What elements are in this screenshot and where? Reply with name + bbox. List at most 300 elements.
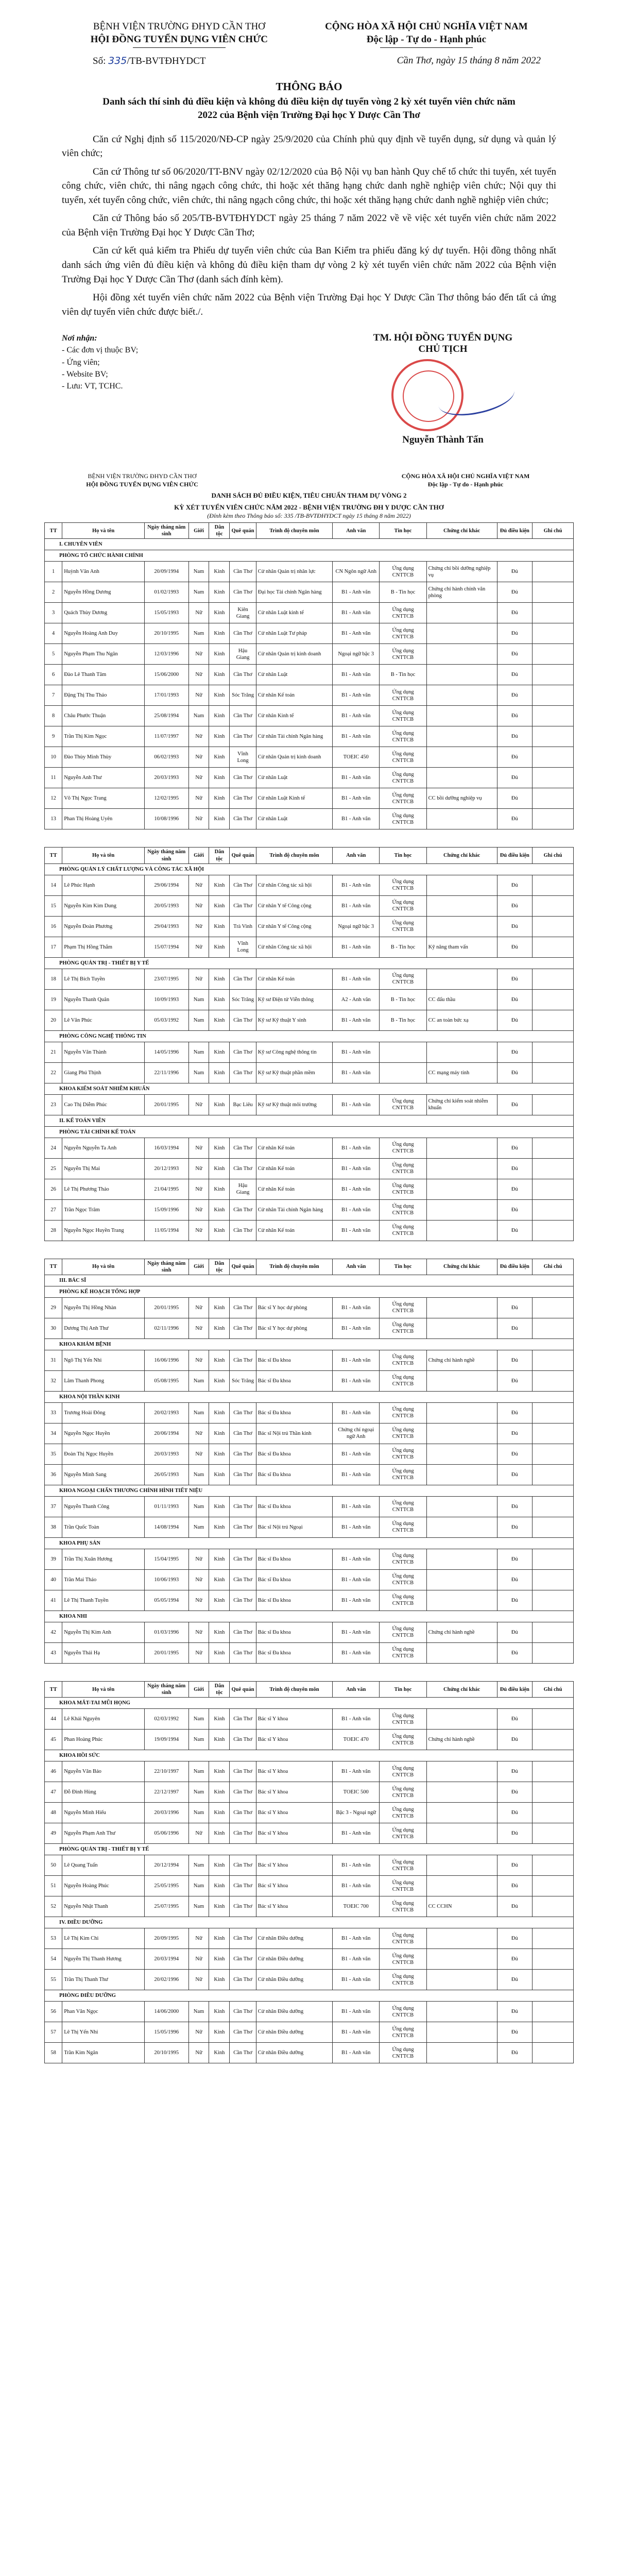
table-cell: Ứng dụng CNTTCB <box>380 1730 426 1750</box>
table-cell: Nữ <box>188 1199 209 1220</box>
table-cell: Đủ <box>497 582 532 603</box>
table-cell <box>426 1803 497 1823</box>
table-cell: Ứng dụng CNTTCB <box>380 1549 426 1569</box>
table-row <box>45 788 574 809</box>
table-cell: Kinh <box>209 1297 230 1318</box>
table-cell: 46 <box>45 1761 62 1782</box>
recipients-list <box>62 344 206 392</box>
table-cell: 02/03/1992 <box>144 1709 188 1730</box>
candidate-table <box>44 1681 574 2063</box>
table-cell: 55 <box>45 1970 62 1990</box>
table-cell: Trần Kim Ngân <box>62 2043 145 2063</box>
org-name: HỘI ĐỒNG TUYỂN DỤNG VIÊN CHỨC <box>90 33 268 45</box>
table-cell: Vĩnh Long <box>230 747 256 768</box>
table-cell: Đủ <box>497 2002 532 2022</box>
table-cell: Đủ <box>497 1709 532 1730</box>
table-cell: B1 - Anh văn <box>333 582 380 603</box>
org-parent: BỆNH VIỆN TRƯỜNG ĐHYD CẦN THƠ <box>93 21 265 32</box>
table-cell: Đủ <box>497 665 532 685</box>
number-handwritten: 335 <box>108 55 127 67</box>
table-cell: Nam <box>188 706 209 726</box>
table-cell: Trần Ngọc Trâm <box>62 1199 145 1220</box>
table-cell <box>533 1402 574 1423</box>
table-cell: Cần Thơ <box>230 2002 256 2022</box>
table-cell: Đủ <box>497 1370 532 1391</box>
table-cell: Bác sĩ Y khoa <box>256 1803 332 1823</box>
table-cell: Chứng chỉ hành nghề <box>426 1622 497 1642</box>
table-cell: 23/07/1995 <box>144 969 188 989</box>
table-cell: Cần Thơ <box>230 768 256 788</box>
table-cell: B1 - Anh văn <box>333 788 380 809</box>
table-cell <box>426 1855 497 1876</box>
table-cell: Cao Thị Diễm Phúc <box>62 1094 145 1115</box>
table-cell: B1 - Anh văn <box>333 1876 380 1896</box>
table-cell: Cần Thơ <box>230 623 256 644</box>
department-label: KHOA NHI <box>45 1611 574 1622</box>
table-cell: 10 <box>45 747 62 768</box>
table-cell: Kỹ sư Công nghệ thông tin <box>256 1042 332 1062</box>
table-cell: Ứng dụng CNTTCB <box>380 969 426 989</box>
table-cell: Bác sĩ Đa khoa <box>256 1642 332 1663</box>
table-cell <box>533 1010 574 1030</box>
table-cell: Kinh <box>209 1464 230 1485</box>
table-cell: Cần Thơ <box>230 562 256 582</box>
table-cell: 20/05/1993 <box>144 895 188 916</box>
table-cell: Lê Quang Tuấn <box>62 1855 145 1876</box>
table-cell: 20/03/1993 <box>144 1444 188 1464</box>
table-cell: 29/06/1994 <box>144 875 188 895</box>
table-cell: Bác sĩ Đa khoa <box>256 1590 332 1611</box>
table-row <box>45 1010 574 1030</box>
table-row <box>45 747 574 768</box>
table-cell: Kinh <box>209 1042 230 1062</box>
table-cell: 20/02/1993 <box>144 1402 188 1423</box>
table-cell: B1 - Anh văn <box>333 1138 380 1158</box>
table-cell: Kinh <box>209 1642 230 1663</box>
sign-role: CHỦ TỊCH <box>418 344 468 355</box>
table-cell <box>426 1370 497 1391</box>
table-cell <box>426 1496 497 1517</box>
table-row <box>45 706 574 726</box>
table-cell: Ứng dụng CNTTCB <box>380 1318 426 1338</box>
table-cell: 06/02/1993 <box>144 747 188 768</box>
table-cell: Cần Thơ <box>230 1761 256 1782</box>
table-cell: Giang Phú Thịnh <box>62 1062 145 1083</box>
table-cell: Đủ <box>497 1517 532 1537</box>
table-cell: Kinh <box>209 665 230 685</box>
table-cell <box>426 1876 497 1896</box>
table-cell: 25 <box>45 1158 62 1179</box>
table-cell: 22 <box>45 1062 62 1083</box>
table-cell: Cần Thơ <box>230 1423 256 1444</box>
table-row <box>45 1928 574 1949</box>
table-cell: Vĩnh Long <box>230 937 256 957</box>
table-cell <box>533 1062 574 1083</box>
table-cell: Ứng dụng CNTTCB <box>380 685 426 706</box>
table-cell: Cần Thơ <box>230 1220 256 1241</box>
table-cell: Đặng Thị Thu Thảo <box>62 685 145 706</box>
table-cell: Cần Thơ <box>230 665 256 685</box>
column-header: Dân tộc <box>209 523 230 539</box>
table-cell <box>426 2043 497 2063</box>
table-row <box>45 1855 574 1876</box>
table-cell: Ứng dụng CNTTCB <box>380 1761 426 1782</box>
table-row <box>45 665 574 685</box>
notice-header <box>62 21 556 48</box>
table-cell: Đủ <box>497 644 532 665</box>
table-cell: Kinh <box>209 916 230 937</box>
column-header: Trình độ chuyên môn <box>256 1681 332 1697</box>
table-row <box>45 644 574 665</box>
table-cell: B1 - Anh văn <box>333 1464 380 1485</box>
table-cell: Đủ <box>497 1423 532 1444</box>
table-cell: Kinh <box>209 562 230 582</box>
table-cell: Cần Thơ <box>230 1855 256 1876</box>
table-row <box>45 2002 574 2022</box>
table-cell <box>426 1402 497 1423</box>
department-row <box>45 1917 574 1928</box>
table-cell: TOEIC 700 <box>333 1896 380 1917</box>
table-cell: Kinh <box>209 875 230 895</box>
table-cell: Nữ <box>188 809 209 829</box>
table-cell: Kinh <box>209 2022 230 2043</box>
table-cell: 13 <box>45 809 62 829</box>
column-header: Trình độ chuyên môn <box>256 1259 332 1275</box>
column-header: Giới <box>188 1681 209 1697</box>
table-cell: CN Ngôn ngữ Anh <box>333 562 380 582</box>
table-cell: Ứng dụng CNTTCB <box>380 1220 426 1241</box>
table-cell: Kinh <box>209 809 230 829</box>
table-cell: Nữ <box>188 603 209 623</box>
table-cell <box>426 1158 497 1179</box>
table-cell <box>426 768 497 788</box>
table-cell: Kinh <box>209 1803 230 1823</box>
table-cell: Đoàn Thị Ngọc Huyền <box>62 1444 145 1464</box>
department-label: KHOA KIỂM SOÁT NHIỄM KHUẨN <box>45 1083 574 1094</box>
table-cell: Bác sĩ Nội trú Ngoại <box>256 1517 332 1537</box>
table-cell: B - Tin học <box>380 665 426 685</box>
table-cell: 8 <box>45 706 62 726</box>
table-cell: 47 <box>45 1782 62 1803</box>
table-cell: 02/11/1996 <box>144 1318 188 1338</box>
table-cell: Cần Thơ <box>230 706 256 726</box>
table-cell <box>533 1761 574 1782</box>
table-cell: Cử nhân Luật <box>256 809 332 829</box>
table-row <box>45 1622 574 1642</box>
table-cell <box>426 1297 497 1318</box>
table-cell: 20/01/1995 <box>144 1642 188 1663</box>
table-cell: Lê Thị Kim Chi <box>62 1928 145 1949</box>
table-cell: Đỗ Đình Hùng <box>62 1782 145 1803</box>
table-cell: 25/07/1995 <box>144 1896 188 1917</box>
table-cell: Đủ <box>497 1782 532 1803</box>
table-cell: Kinh <box>209 1094 230 1115</box>
table-cell: 52 <box>45 1896 62 1917</box>
table-cell: Đủ <box>497 1220 532 1241</box>
table-cell: Cần Thơ <box>230 1464 256 1485</box>
table-cell: Cử nhân Kinh tế <box>256 706 332 726</box>
table-cell: Ứng dụng CNTTCB <box>380 1444 426 1464</box>
table-cell <box>533 1297 574 1318</box>
table-cell: Nam <box>188 1062 209 1083</box>
table-cell: 36 <box>45 1464 62 1485</box>
table-cell: Nguyễn Phạm Thu Ngân <box>62 644 145 665</box>
table-cell: Kinh <box>209 937 230 957</box>
department-row <box>45 1990 574 2002</box>
table-cell: B1 - Anh văn <box>333 2043 380 2063</box>
table-row <box>45 1094 574 1115</box>
table-cell: Lê Thị Yến Nhi <box>62 2022 145 2043</box>
table-cell: Đủ <box>497 1318 532 1338</box>
table-cell <box>533 937 574 957</box>
table-cell: Ứng dụng CNTTCB <box>380 916 426 937</box>
table-cell <box>426 1782 497 1803</box>
column-header: TT <box>45 1681 62 1697</box>
table-row <box>45 1402 574 1423</box>
table-cell: B1 - Anh văn <box>333 937 380 957</box>
table-cell: Nữ <box>188 1823 209 1844</box>
table-cell: Đủ <box>497 1622 532 1642</box>
table-cell <box>533 1158 574 1179</box>
table-row <box>45 1569 574 1590</box>
table-row <box>45 1158 574 1179</box>
table-cell: Ứng dụng CNTTCB <box>380 706 426 726</box>
number-suffix: /TB-BVTĐHYDCT <box>127 56 206 67</box>
table-cell: 16 <box>45 916 62 937</box>
table-cell: Đủ <box>497 1970 532 1990</box>
table-cell: Nam <box>188 1010 209 1030</box>
table-cell: 32 <box>45 1370 62 1391</box>
table-cell: 11/05/1994 <box>144 1220 188 1241</box>
table-cell: Nam <box>188 582 209 603</box>
table-cell: 16/06/1996 <box>144 1350 188 1370</box>
table-cell: Kinh <box>209 788 230 809</box>
table-cell: Nguyễn Nhật Thanh <box>62 1896 145 1917</box>
table-cell: 26/05/1993 <box>144 1464 188 1485</box>
table-cell: 21 <box>45 1042 62 1062</box>
document-number <box>62 55 205 67</box>
column-header: Ghi chú <box>533 848 574 863</box>
table-cell: 48 <box>45 1803 62 1823</box>
table-cell: Cần Thơ <box>230 1444 256 1464</box>
table-row <box>45 1199 574 1220</box>
table-row <box>45 726 574 747</box>
table-cell: Đủ <box>497 1730 532 1750</box>
table-cell: Kinh <box>209 1709 230 1730</box>
table-cell <box>533 665 574 685</box>
table-cell <box>426 2002 497 2022</box>
table-row <box>45 1423 574 1444</box>
table-cell: Ứng dụng CNTTCB <box>380 1970 426 1990</box>
department-label: KHOA KHÁM BỆNH <box>45 1338 574 1350</box>
table-cell <box>533 1179 574 1199</box>
table-cell: Cử nhân Công tác xã hội <box>256 937 332 957</box>
table-cell: Đủ <box>497 1297 532 1318</box>
sheet-org-name: HỘI ĐỒNG TUYỂN DỤNG VIÊN CHỨC <box>86 480 198 488</box>
table-cell: 9 <box>45 726 62 747</box>
table-cell: 01/11/1993 <box>144 1496 188 1517</box>
table-cell: 26 <box>45 1179 62 1199</box>
table-cell <box>533 685 574 706</box>
table-cell: Đủ <box>497 1158 532 1179</box>
table-cell: Cần Thơ <box>230 1949 256 1970</box>
table-cell: Ứng dụng CNTTCB <box>380 1158 426 1179</box>
sheet-title-2: KỲ XÉT TUYỂN VIÊN CHỨC NĂM 2022 - BỆNH VIỆN TRƯỜNG ĐH Y DƯỢC CẦN THƠ <box>174 503 444 512</box>
notice-paragraph: Căn cứ Nghị định số 115/2020/NĐ-CP ngày 25/9/2020 của Chính phủ quy định về tuyển dụng, sử dụng và quản lý viên chức; <box>62 133 556 159</box>
table-cell: Nguyễn Ngọc Huyền Trang <box>62 1220 145 1241</box>
recipients-block <box>62 332 206 446</box>
table-cell: Ứng dụng CNTTCB <box>380 788 426 809</box>
table-cell: Cần Thơ <box>230 1782 256 1803</box>
table-cell: Nữ <box>188 1590 209 1611</box>
table-cell: Nữ <box>188 644 209 665</box>
notice-title: THÔNG BÁO <box>276 80 342 93</box>
table-cell: Nữ <box>188 916 209 937</box>
table-row <box>45 1297 574 1318</box>
signature-area <box>62 332 556 446</box>
table-cell: Nữ <box>188 788 209 809</box>
table-row <box>45 768 574 788</box>
column-header: Giới <box>188 1259 209 1275</box>
column-header: Dân tộc <box>209 848 230 863</box>
table-cell: 53 <box>45 1928 62 1949</box>
table-cell: Nam <box>188 1042 209 1062</box>
table-cell: Cần Thơ <box>230 875 256 895</box>
table-cell: 44 <box>45 1709 62 1730</box>
table-cell: Nam <box>188 1709 209 1730</box>
table-cell: Đủ <box>497 1949 532 1970</box>
column-header: Dân tộc <box>209 1259 230 1275</box>
sheet-gap <box>44 829 574 847</box>
table-row <box>45 1823 574 1844</box>
table-cell: Cần Thơ <box>230 1549 256 1569</box>
table-cell <box>533 582 574 603</box>
table-cell: Cử nhân Kế toán <box>256 685 332 706</box>
table-cell: B1 - Anh văn <box>333 726 380 747</box>
table-cell <box>426 706 497 726</box>
table-cell: 05/08/1995 <box>144 1370 188 1391</box>
table-cell: Nam <box>188 1761 209 1782</box>
table-cell: Trần Mai Thảo <box>62 1569 145 1590</box>
table-cell <box>426 916 497 937</box>
table-cell <box>533 1517 574 1537</box>
table-cell: CC CCHN <box>426 1896 497 1917</box>
table-cell: Cử nhân Kế toán <box>256 969 332 989</box>
table-cell <box>533 809 574 829</box>
table-cell: Đủ <box>497 1062 532 1083</box>
column-header: Ghi chú <box>533 523 574 539</box>
table-cell: Bác sĩ Đa khoa <box>256 1496 332 1517</box>
table-cell: Nguyễn Văn Bảo <box>62 1761 145 1782</box>
table-cell: Sóc Trăng <box>230 989 256 1010</box>
table-cell: Nữ <box>188 1949 209 1970</box>
table-cell <box>533 916 574 937</box>
table-cell: Cần Thơ <box>230 1517 256 1537</box>
section-group-row <box>45 539 574 550</box>
recipients-label: Nơi nhận: <box>62 334 97 343</box>
table-cell: Nguyễn Hoàng Phúc <box>62 1876 145 1896</box>
table-cell: B1 - Anh văn <box>333 1297 380 1318</box>
table-cell: Kinh <box>209 726 230 747</box>
table-cell: Kinh <box>209 1318 230 1338</box>
table-row <box>45 937 574 957</box>
table-cell: Nữ <box>188 1220 209 1241</box>
table-cell <box>533 1876 574 1896</box>
table-cell <box>533 747 574 768</box>
column-header: Đủ điều kiện <box>497 1681 532 1697</box>
table-cell: Bác sĩ Y khoa <box>256 1876 332 1896</box>
table-cell <box>426 1590 497 1611</box>
column-header: Ngày tháng năm sinh <box>144 1681 188 1697</box>
table-cell: B - Tin học <box>380 582 426 603</box>
table-row <box>45 809 574 829</box>
section-group-label: II. KẾ TOÁN VIÊN <box>45 1115 574 1126</box>
table-cell: Bác sĩ Y khoa <box>256 1761 332 1782</box>
table-cell <box>533 969 574 989</box>
department-label: PHÒNG TỔ CHỨC HÀNH CHÍNH <box>45 550 574 562</box>
column-header: Chứng chỉ khác <box>426 523 497 539</box>
table-cell: Nguyễn Thị Mai <box>62 1158 145 1179</box>
table-cell: Kinh <box>209 969 230 989</box>
table-cell: Ứng dụng CNTTCB <box>380 2022 426 2043</box>
table-cell: Đủ <box>497 706 532 726</box>
table-cell: Đủ <box>497 1549 532 1569</box>
table-row <box>45 1709 574 1730</box>
country-motto: Độc lập - Tự do - Hạnh phúc <box>366 33 486 45</box>
table-cell: Trần Thị Thanh Thư <box>62 1970 145 1990</box>
table-cell: Kinh <box>209 768 230 788</box>
table-cell: Nguyễn Thị Hồng Nhàn <box>62 1297 145 1318</box>
table-cell: 05/05/1994 <box>144 1590 188 1611</box>
table-cell <box>533 1444 574 1464</box>
table-cell: 25/05/1995 <box>144 1876 188 1896</box>
table-cell: 6 <box>45 665 62 685</box>
column-header: Quê quán <box>230 1259 256 1275</box>
table-cell <box>426 1464 497 1485</box>
table-cell: CC đấu thầu <box>426 989 497 1010</box>
table-header-row <box>45 848 574 863</box>
notice-body <box>62 132 556 319</box>
table-cell: Ứng dụng CNTTCB <box>380 1179 426 1199</box>
table-cell: TOEIC 450 <box>333 747 380 768</box>
table-cell <box>380 1042 426 1062</box>
department-row <box>45 957 574 969</box>
table-cell: Cử nhân Y tế Công cộng <box>256 916 332 937</box>
department-label: PHÒNG KẾ HOẠCH TỔNG HỢP <box>45 1286 574 1297</box>
column-header: TT <box>45 1259 62 1275</box>
table-cell: 12 <box>45 788 62 809</box>
column-header: Chứng chỉ khác <box>426 1259 497 1275</box>
table-cell: Bác sĩ Đa khoa <box>256 1464 332 1485</box>
signer-name: Nguyễn Thành Tấn <box>402 434 484 446</box>
table-cell: B1 - Anh văn <box>333 1517 380 1537</box>
table-cell: Cử nhân Y tế Công cộng <box>256 895 332 916</box>
table-row <box>45 1138 574 1158</box>
table-cell: Kinh <box>209 1402 230 1423</box>
table-cell: Nữ <box>188 1970 209 1990</box>
table-cell: Nguyễn Đoàn Phương <box>62 916 145 937</box>
table-cell: Hậu Giang <box>230 1179 256 1199</box>
table-cell: B1 - Anh văn <box>333 1158 380 1179</box>
table-cell: 29 <box>45 1297 62 1318</box>
table-cell <box>533 1569 574 1590</box>
table-cell: Đủ <box>497 1855 532 1876</box>
table-cell: 17/01/1993 <box>144 685 188 706</box>
table-cell: 10/06/1993 <box>144 1569 188 1590</box>
table-cell: Cử nhân Công tác xã hội <box>256 875 332 895</box>
table-row <box>45 1803 574 1823</box>
table-cell: 40 <box>45 1569 62 1590</box>
